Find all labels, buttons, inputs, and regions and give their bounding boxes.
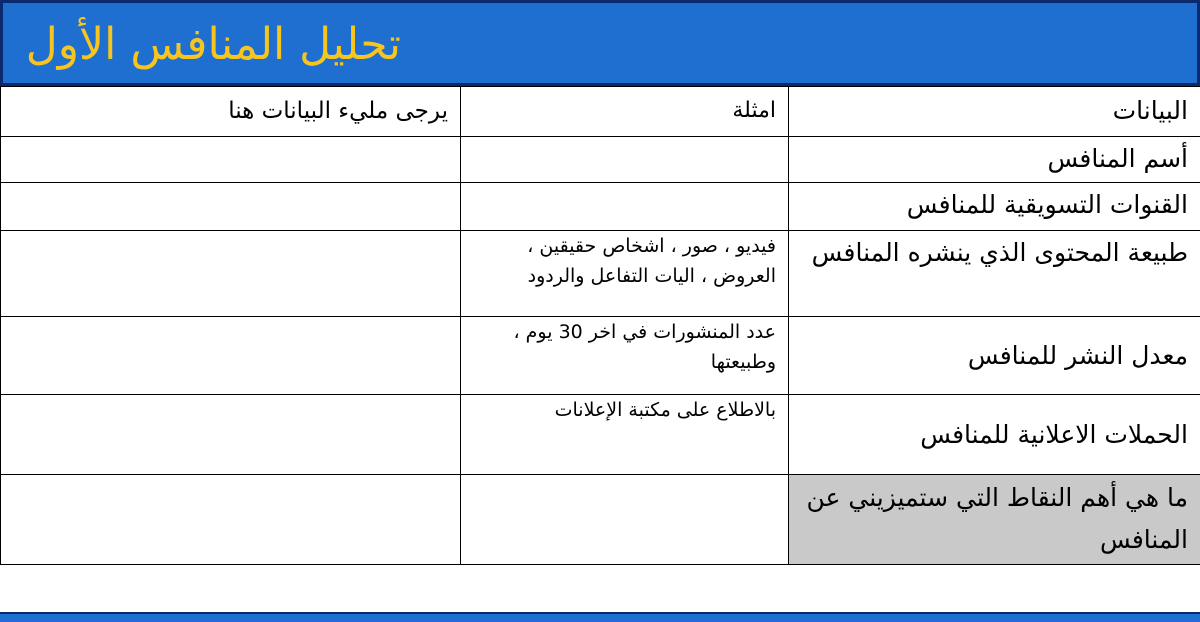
column-header-data: البيانات xyxy=(789,87,1200,137)
table-row xyxy=(1,475,1200,565)
row-example: عدد المنشورات في اخر 30 يوم ، وطبيعتها xyxy=(461,317,789,395)
fill-cell[interactable] xyxy=(1,395,461,475)
row-example: فيديو ، صور ، اشخاص حقيقين ، العروض ، اليات التفاعل والردود xyxy=(461,231,789,317)
row-label: معدل النشر للمنافس xyxy=(789,317,1200,395)
column-header-fill: يرجى مليء البيانات هنا xyxy=(1,87,461,137)
row-label: أسم المنافس xyxy=(789,137,1200,183)
table-row xyxy=(1,317,1200,395)
table-row xyxy=(1,183,1200,231)
column-header-examples: امثلة xyxy=(461,87,789,137)
fill-cell[interactable] xyxy=(1,137,461,183)
fill-cell[interactable] xyxy=(1,231,461,317)
row-label-highlight: ما هي أهم النقاط التي ستميزيني عن المنافس xyxy=(789,475,1200,565)
table-row xyxy=(1,395,1200,475)
row-example: بالاطلاع على مكتبة الإعلانات xyxy=(461,395,789,475)
title-bar xyxy=(0,0,1200,86)
footer-bar xyxy=(0,612,1200,622)
row-label: الحملات الاعلانية للمنافس xyxy=(789,395,1200,475)
row-example xyxy=(461,137,789,183)
row-label: طبيعة المحتوى الذي ينشره المنافس xyxy=(789,231,1200,317)
fill-cell[interactable] xyxy=(1,183,461,231)
fill-cell[interactable] xyxy=(1,475,461,565)
row-label: القنوات التسويقية للمنافس xyxy=(789,183,1200,231)
page-title: تحليل المنافس الأول xyxy=(26,9,401,81)
competitor-analysis-table xyxy=(0,86,1200,565)
fill-cell[interactable] xyxy=(1,317,461,395)
table-header-row xyxy=(1,87,1200,137)
row-example xyxy=(461,183,789,231)
table-row xyxy=(1,231,1200,317)
table-row xyxy=(1,137,1200,183)
row-example xyxy=(461,475,789,565)
